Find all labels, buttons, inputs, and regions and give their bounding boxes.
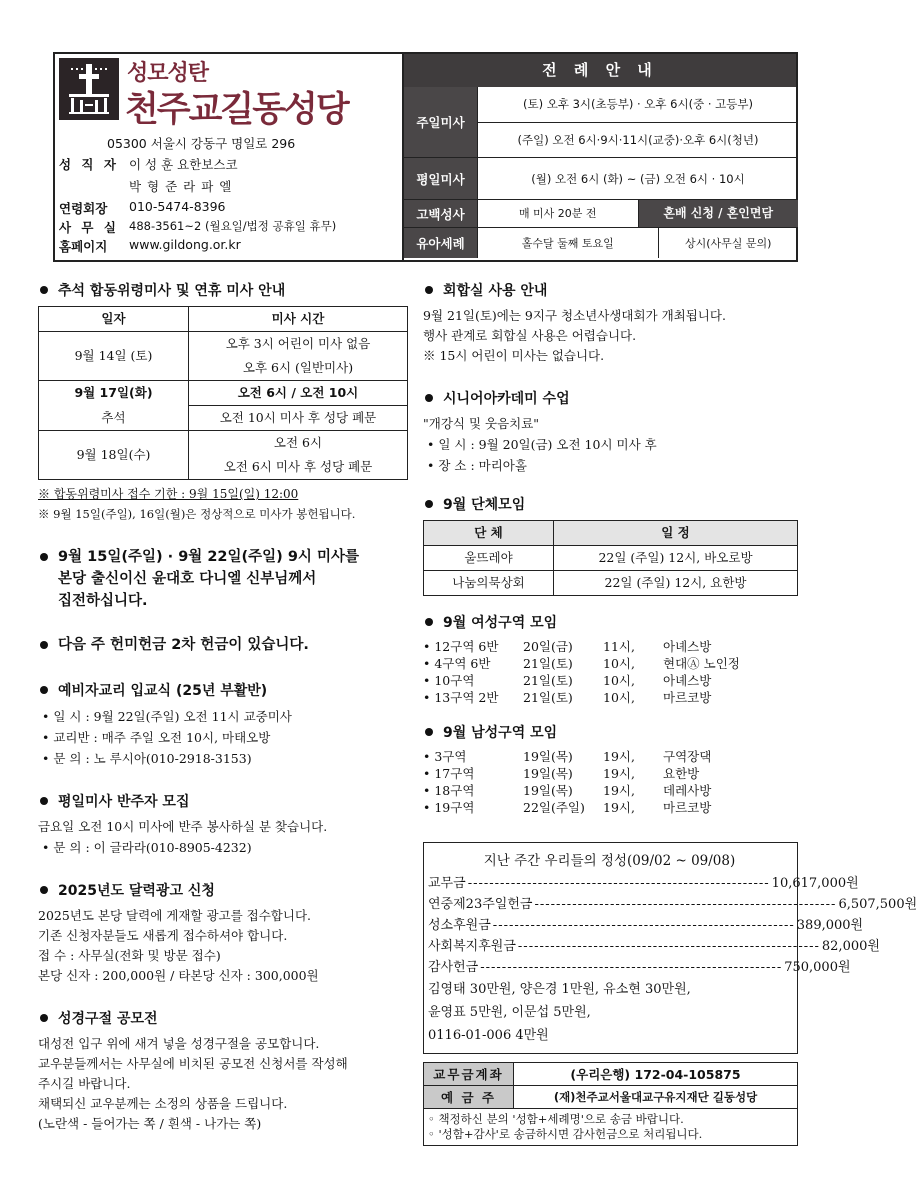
table-cell: 9월 17일(화) — [39, 381, 189, 406]
dash-leader: -------------------------------------------------------- — [492, 918, 795, 933]
info-line: 기존 신청자분들도 새롭게 접수하셔야 합니다. — [38, 928, 288, 943]
table-cell: 오후 3시 어린이 미사 없음 — [189, 332, 408, 357]
account-value: (재)천주교서울대교구유지재단 길동성당 — [514, 1086, 798, 1109]
info-line: • 문 의 : 이 글라라(010-8905-4232) — [42, 840, 252, 855]
info-line: 교우분들께서는 사무실에 비치된 공모전 신청서를 작성해 — [38, 1056, 348, 1071]
date: 21일(토) — [523, 690, 573, 705]
service-title: 전 례 안 내 — [404, 54, 796, 87]
offering-label: 교무금 — [428, 876, 466, 891]
bullet-icon — [40, 641, 48, 649]
bullet-icon — [40, 797, 48, 805]
info-line: 행사 관계로 회합실 사용은 어렵습니다. — [423, 328, 637, 343]
table-row — [39, 332, 408, 357]
table-cell: 9월 14일 (토) — [39, 332, 189, 381]
notice-text: 집전하십니다. — [58, 593, 148, 609]
info-line: 주시길 바랍니다. — [38, 1076, 131, 1091]
offering-title: 지난 주간 우리들의 정성(09/02 ~ 09/08) — [483, 853, 736, 869]
place: 구역장댁 — [663, 749, 712, 764]
bullet-icon — [425, 500, 433, 508]
section-title-text: 추석 합동위령미사 및 연휴 미사 안내 — [58, 283, 286, 299]
table-cell: 오전 6시 — [189, 431, 408, 456]
offering-donors: 김영태 30만원, 양은경 1만원, 유소현 30만원, — [428, 982, 691, 997]
info-line: 대성전 입구 위에 새겨 넣을 성경구절을 공모합니다. — [38, 1036, 320, 1051]
list-item — [423, 655, 798, 672]
table-cell: 나눔의묵상회 — [424, 571, 554, 596]
bullet-icon — [425, 618, 433, 626]
dash-leader: -------------------------------------------------------- — [467, 876, 770, 891]
section-title-text: 9월 단체모임 — [443, 497, 526, 513]
header-box — [53, 52, 798, 262]
offering-label: 연중제23주일헌금 — [428, 897, 533, 912]
zone: • 12구역 6반 — [423, 639, 499, 654]
account-table — [423, 1062, 798, 1109]
date: 19일(목) — [523, 783, 573, 798]
note: ◦ 책정하신 분의 '성함+세례명'으로 송금 바랍니다. — [428, 1112, 684, 1126]
service-row-confession — [404, 199, 798, 227]
dash-leader: -------------------------------------------------------- — [480, 960, 783, 975]
church-logo-icon — [59, 58, 119, 120]
dash-leader: -------------------------------------------------------- — [534, 897, 837, 912]
place: 마르코방 — [663, 800, 712, 815]
service-key: 평일미사 — [404, 158, 478, 199]
section-title-text: 성경구절 공모전 — [58, 1011, 158, 1027]
table-cell: 오후 6시 (일반미사) — [189, 356, 408, 381]
zone: • 10구역 — [423, 673, 475, 688]
info-line: • 일 시 : 9월 20일(금) 오전 10시 미사 후 — [427, 437, 657, 452]
table-header: 미사 시간 — [189, 307, 408, 332]
date: 21일(토) — [523, 656, 573, 671]
list-item — [423, 782, 798, 799]
bullet-icon — [40, 886, 48, 894]
section-title-text: 평일미사 반주자 모집 — [58, 794, 190, 810]
offering-line — [428, 915, 864, 936]
offering-label: 사회복지후원금 — [428, 939, 516, 954]
table-cell: 22일 (주일) 12시, 요한방 — [554, 571, 798, 596]
chuseok-table — [38, 306, 408, 480]
table-row — [424, 1086, 798, 1109]
table-header: 단 체 — [424, 521, 554, 546]
offering-amount: 82,000원 — [821, 939, 880, 954]
offering-box — [423, 842, 917, 1054]
info-line: 본당 신자 : 200,000원 / 타본당 신자 : 300,000원 — [38, 968, 319, 983]
accompany-section — [38, 791, 408, 858]
section-title — [38, 680, 408, 700]
list-item — [423, 799, 798, 816]
time: 10시, — [603, 690, 635, 705]
table-cell: 오전 6시 미사 후 성당 폐문 — [189, 455, 408, 480]
account-key: 교무금계좌 — [424, 1063, 514, 1086]
account-key: 예 금 주 — [424, 1086, 514, 1109]
offering-line — [428, 894, 917, 915]
table-row — [424, 571, 798, 596]
info-line: "개강식 및 웃음치료" — [423, 416, 540, 431]
account-value: (우리은행) 172-04-105875 — [514, 1063, 798, 1086]
place: 요한방 — [663, 766, 700, 781]
place: 데레사방 — [663, 783, 712, 798]
groups-section — [423, 494, 798, 596]
section-title-text: 9월 여성구역 모임 — [443, 615, 558, 631]
info-key: 성 직 자 — [59, 157, 119, 172]
bullet-icon — [425, 286, 433, 294]
service-key: 고백성사 — [404, 200, 478, 227]
senior-section — [423, 388, 798, 476]
place: 아녜스방 — [663, 639, 712, 654]
section-title — [423, 280, 798, 300]
section-title — [38, 880, 408, 900]
dash-leader: -------------------------------------------------------- — [517, 939, 820, 954]
offering-label: 성소후원금 — [428, 918, 491, 933]
section-title-text: 예비자교리 입교식 (25년 부활반) — [58, 683, 268, 699]
section-title — [38, 791, 408, 811]
info-key: 사 무 실 — [59, 220, 119, 235]
offering-line — [428, 957, 851, 978]
note: ◦ '성함+감사'로 송금하시면 감사헌금으로 처리됩니다. — [428, 1127, 703, 1141]
list-item — [423, 748, 798, 765]
info-key: 연령회장 — [59, 201, 108, 216]
service-value: (토) 오후 3시(초등부) · 오후 6시(중 · 고등부) — [523, 97, 753, 112]
notice-text: 본당 출신이신 윤대호 다니엘 신부님께서 — [58, 571, 317, 587]
offering-donors: 윤영표 5만원, 이문섭 5만원, — [428, 1005, 591, 1020]
date: 21일(토) — [523, 673, 573, 688]
offering-label: 감사헌금 — [428, 960, 479, 975]
info-value: 박 형 준 라 파 엘 — [129, 179, 233, 194]
info-row-priest — [59, 155, 238, 173]
time: 10시, — [603, 656, 635, 671]
time: 19시, — [603, 749, 635, 764]
service-value: 홀수달 둘째 토요일 — [521, 236, 614, 250]
time: 19시, — [603, 783, 635, 798]
date: 20일(금) — [523, 639, 573, 654]
zone: • 3구역 — [423, 749, 467, 764]
offering-amount: 6,507,500원 — [838, 897, 917, 912]
info-value: 이 성 훈 요한보스코 — [129, 157, 238, 172]
place: 현대Ⓐ 노인정 — [663, 656, 740, 671]
bullet-icon — [425, 394, 433, 402]
service-value: (주일) 오전 6시·9시·11시(교중)·오후 6시(청년) — [478, 122, 798, 158]
table-row — [424, 546, 798, 571]
service-value: 혼배 신청 / 혼인면담 — [638, 200, 799, 227]
time: 19시, — [603, 800, 635, 815]
section-title-text: 시니어아카데미 수업 — [443, 391, 570, 407]
service-row-weekday — [404, 157, 798, 199]
section-title — [38, 1008, 408, 1028]
list-item — [423, 765, 798, 782]
section-title-text: 회합실 사용 안내 — [443, 283, 548, 299]
section-title — [38, 280, 408, 300]
left-column — [38, 280, 408, 1134]
service-key: 유아세례 — [404, 228, 478, 258]
offering-amount: 10,617,000원 — [771, 876, 859, 891]
note: ※ 9월 15일(주일), 16일(월)은 정상적으로 미사가 봉헌됩니다. — [38, 507, 356, 521]
list-item — [423, 638, 798, 655]
bullet-icon — [425, 728, 433, 736]
service-row-sunday — [404, 87, 798, 157]
service-value: 매 미사 20분 전 — [518, 207, 597, 220]
offering-amount: 389,000원 — [796, 918, 864, 933]
table-cell: 울뜨레야 — [424, 546, 554, 571]
place: 아녜스방 — [663, 673, 712, 688]
table-row — [39, 431, 408, 456]
zone: • 17구역 — [423, 766, 475, 781]
info-line: 2025년도 본당 달력에 게재할 광고를 접수합니다. — [38, 908, 312, 923]
bullet-icon — [40, 553, 48, 561]
info-line: • 문 의 : 노 루시아(010-2918-3153) — [42, 751, 252, 766]
right-column — [423, 280, 917, 1146]
info-row-homepage — [59, 237, 241, 255]
calendar-section — [38, 880, 408, 986]
service-grid — [404, 87, 798, 258]
info-line: 금요일 오전 10시 미사에 반주 봉사하실 분 찾습니다. — [38, 819, 328, 834]
catechumen-section — [38, 680, 408, 769]
info-row-funeral — [59, 199, 226, 217]
section-title-text: 9월 남성구역 모임 — [443, 725, 558, 741]
info-key — [59, 177, 129, 195]
section-title — [423, 722, 798, 742]
date: 19일(목) — [523, 766, 573, 781]
table-cell: 오전 10시 미사 후 성당 폐문 — [189, 406, 408, 431]
table-cell: 22일 (주일) 12시, 바오로방 — [554, 546, 798, 571]
note: ※ 합동위령미사 접수 기한 : 9월 15일(일) 12:00 — [38, 487, 299, 501]
place: 마르코방 — [663, 690, 712, 705]
table-header: 일자 — [39, 307, 189, 332]
priest-notice — [38, 546, 408, 612]
time: 10시, — [603, 673, 635, 688]
table-cell: 추석 — [39, 406, 189, 431]
offering-amount: 750,000원 — [784, 960, 851, 975]
hall-section — [423, 280, 798, 366]
section-title-text: 2025년도 달력광고 신청 — [58, 883, 215, 899]
zone: • 18구역 — [423, 783, 475, 798]
info-line: 채택되신 교우분께는 소정의 상품을 드립니다. — [38, 1096, 288, 1111]
women-section — [423, 612, 798, 706]
service-value: 상시(사무실 문의) — [658, 228, 799, 258]
section-title — [423, 388, 798, 408]
groups-table — [423, 520, 798, 596]
notice-text: 다음 주 헌미헌금 2차 헌금이 있습니다. — [58, 637, 309, 653]
bullet-icon — [40, 286, 48, 294]
bullet-icon — [40, 1014, 48, 1022]
time: 11시, — [603, 639, 635, 654]
table-row — [39, 381, 408, 406]
notice-text: 9월 15일(주일) · 9월 22일(주일) 9시 미사를 — [58, 549, 360, 565]
bible-section — [38, 1008, 408, 1134]
church-name: 천주교길동성당 — [125, 90, 348, 130]
info-row-priest-2 — [59, 177, 232, 195]
service-row-baptism — [404, 227, 798, 258]
offering-donors: 0116-01-006 4만원 — [428, 1028, 549, 1043]
info-line: 접 수 : 사무실(전화 및 방문 접수) — [38, 948, 221, 963]
church-info — [55, 54, 402, 260]
church-subtitle: 성모성탄 — [127, 61, 209, 86]
church-logo — [59, 58, 119, 120]
info-line: • 장 소 : 마리아홀 — [427, 458, 527, 473]
list-item — [423, 672, 798, 689]
service-schedule — [402, 54, 796, 260]
date: 19일(목) — [523, 749, 573, 764]
date: 22일(주일) — [523, 800, 585, 815]
section-title — [423, 494, 798, 514]
church-address: 05300 서울시 강동구 명일로 296 — [107, 136, 296, 151]
info-line: (노란색 - 들어가는 쪽 / 흰색 - 나가는 쪽) — [38, 1116, 262, 1131]
zone: • 4구역 6반 — [423, 656, 491, 671]
info-line: • 일 시 : 9월 22일(주일) 오전 11시 교중미사 — [42, 709, 292, 724]
service-value: (월) 오전 6시 (화) ~ (금) 오전 6시 · 10시 — [531, 171, 745, 186]
offering-line — [428, 936, 880, 957]
info-line: ※ 15시 어린이 미사는 없습니다. — [423, 348, 605, 363]
list-item — [423, 689, 798, 706]
table-cell: 9월 18일(수) — [39, 431, 189, 480]
zone: • 19구역 — [423, 800, 475, 815]
info-line: • 교리반 : 매주 주일 오전 10시, 마태오방 — [42, 730, 271, 745]
info-value: 010-5474-8396 — [129, 199, 226, 214]
table-header: 일 정 — [554, 521, 798, 546]
info-value: 488-3561~2 (월요일/법정 공휴일 휴무) — [129, 219, 337, 233]
service-key: 주일미사 — [404, 87, 478, 157]
time: 19시, — [603, 766, 635, 781]
bullet-icon — [40, 686, 48, 694]
men-section — [423, 722, 798, 816]
info-line: 9월 21일(토)에는 9지구 청소년사생대회가 개최됩니다. — [423, 308, 726, 323]
info-key: 홈페이지 — [59, 239, 108, 254]
table-cell: 오전 6시 / 오전 10시 — [189, 381, 408, 406]
offering-line — [428, 873, 859, 894]
zone: • 13구역 2반 — [423, 690, 499, 705]
homepage-link[interactable]: www.gildong.or.kr — [129, 237, 241, 252]
account-notes — [423, 1109, 798, 1146]
section-title — [423, 612, 798, 632]
collection-notice — [38, 634, 408, 656]
info-row-office — [59, 218, 336, 236]
table-row — [424, 1063, 798, 1086]
